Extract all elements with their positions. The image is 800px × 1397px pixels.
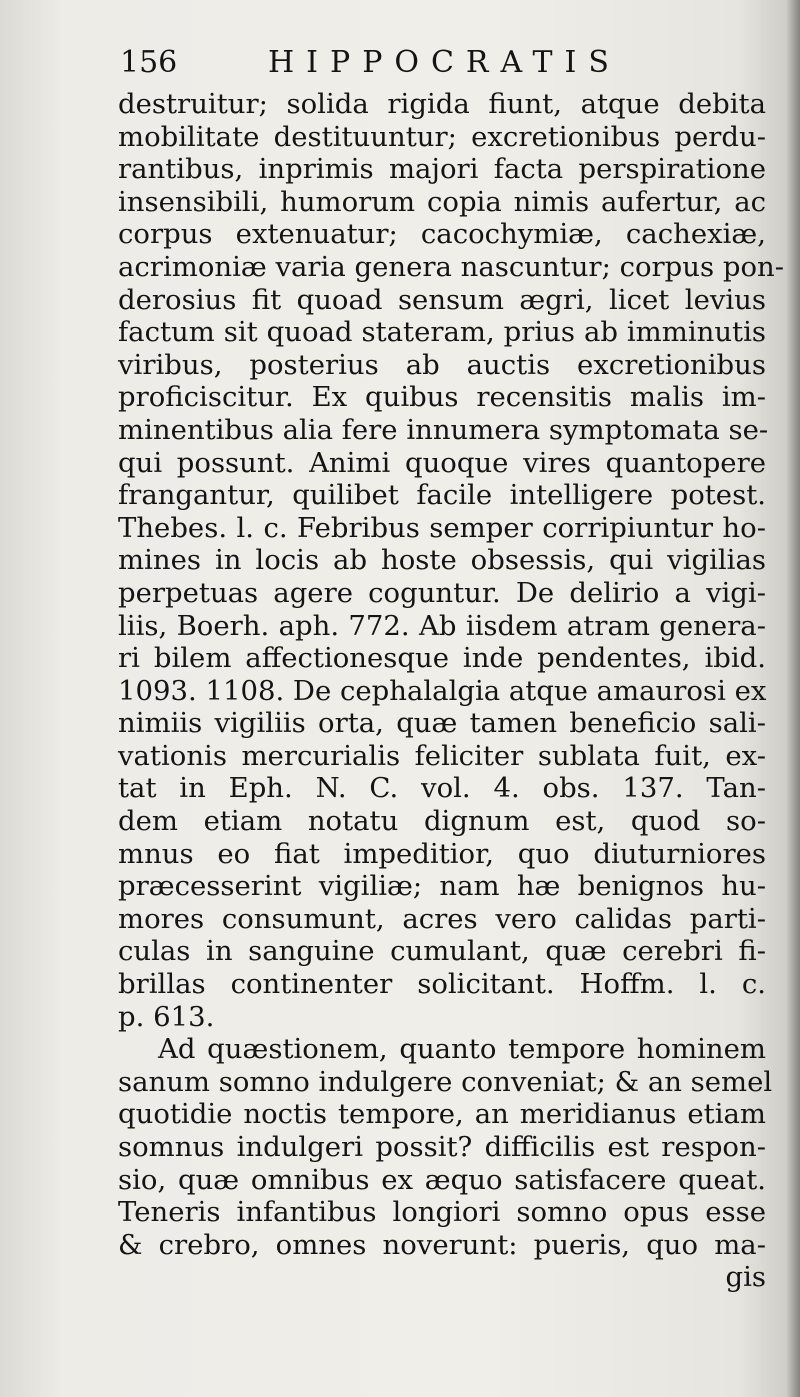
text-line: proficiscitur. Ex quibus recensitis malis im- <box>118 381 766 414</box>
text-line: rantibus, inprimis majori facta perspiratione <box>118 153 766 186</box>
text-line: Thebes. l. c. Febribus semper corripiuntur ho- <box>118 511 766 544</box>
text-line: viribus, posterius ab auctis excretionibus <box>118 348 766 381</box>
text-line: liis, Boerh. aph. 772. Ab iisdem atram genera- <box>118 609 766 642</box>
text-line: somnus indulgeri possit? difficilis est respon- <box>118 1131 766 1163</box>
text-line: sanum somno indulgere conveniat; & an semel <box>118 1065 773 1098</box>
text-line: ri bilem affectionesque inde pendentes, ibid. <box>118 642 766 675</box>
text-line: mines in locis ab hoste obsessis, qui vigilias <box>118 544 766 577</box>
text-line: destruitur; solida rigida fiunt, atque debita <box>118 88 766 120</box>
text-line: culas in sanguine cumulant, quæ cerebri fi- <box>118 935 766 968</box>
running-title: HIPPOCRATIS <box>268 45 621 80</box>
text-line: acrimoniæ varia genera nascuntur; corpus pon- <box>118 250 785 283</box>
text-line: brillas continenter solicitant. Hoffm. l. c. <box>118 968 766 1001</box>
text-line: dem etiam notatu dignum est, quod so- <box>118 805 766 838</box>
text-line: quotidie noctis tempore, an meridianus etiam <box>118 1098 766 1131</box>
catchword: gis <box>725 1261 766 1294</box>
text-line: mores consumunt, acres vero calidas parti- <box>118 902 766 935</box>
text-line: qui possunt. Animi quoque vires quantopere <box>118 446 766 479</box>
text-line: mnus eo fiat impeditior, quo diuturniores <box>118 837 766 870</box>
page-number: 156 <box>120 45 178 80</box>
text-line: & crebro, omnes noverunt: pueris, quo ma- <box>118 1228 766 1261</box>
text-line: minentibus alia fere innumera symptomata se- <box>118 413 769 446</box>
page-edge-shadow <box>786 0 800 1397</box>
text-line: Teneris infantibus longiori somno opus esse <box>118 1196 766 1229</box>
text-line: vationis mercurialis feliciter sublata fuit, ex- <box>118 739 766 772</box>
text-line: nimiis vigiliis orta, quæ tamen beneficio sali- <box>118 707 766 740</box>
text-line: 1093. 1108. De cephalalgia atque amaurosi ex <box>118 674 767 707</box>
text-line: Ad quæstionem, quanto tempore hominem <box>158 1033 766 1066</box>
text-line: insensibili, humorum copia nimis aufertur, ac <box>118 185 766 218</box>
text-line: mobilitate destituuntur; excretionibus perdu- <box>118 120 766 153</box>
body-text <box>118 88 785 1294</box>
text-line: factum sit quoad stateram, prius ab imminutis <box>118 316 766 349</box>
text-line: p. 613. <box>118 1000 215 1033</box>
text-line: tat in Eph. N. C. vol. 4. obs. 137. Tan- <box>118 772 766 805</box>
text-line: corpus extenuatur; cacochymiæ, cachexiæ, <box>118 218 766 251</box>
text-line: sio, quæ omnibus ex æquo satisfacere queat. <box>118 1163 766 1196</box>
page-header <box>120 40 760 90</box>
text-line: præcesserint vigiliæ; nam hæ benignos hu- <box>118 870 766 903</box>
text-line: perpetuas agere coguntur. De delirio a vigi- <box>118 576 766 609</box>
text-line: frangantur, quilibet facile intelligere potest. <box>118 479 766 512</box>
text-line: derosius fit quoad sensum ægri, licet levius <box>118 283 766 316</box>
